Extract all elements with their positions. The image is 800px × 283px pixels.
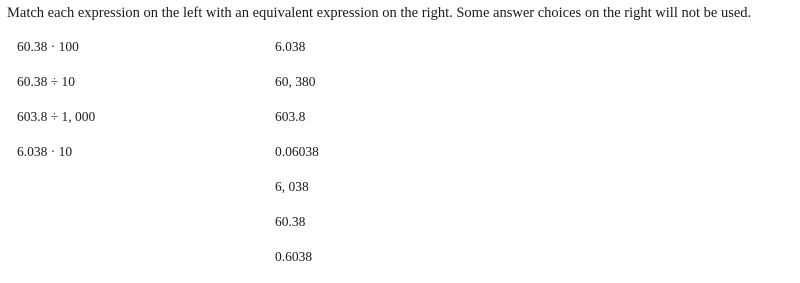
left-expression-list (17, 38, 95, 178)
right-choice-item[interactable]: 6, 038 (275, 179, 309, 194)
right-choice-item[interactable]: 603.8 (275, 109, 306, 124)
right-choice-item[interactable]: 6.038 (275, 39, 306, 54)
left-expression-item[interactable]: 60.38 · 100 (17, 39, 79, 54)
right-choice-item[interactable]: 60.38 (275, 214, 306, 229)
left-expression-item[interactable]: 603.8 ÷ 1, 000 (17, 109, 96, 124)
right-choice-item[interactable]: 0.6038 (275, 249, 313, 264)
right-choice-item[interactable]: 60, 380 (275, 74, 316, 89)
left-expression-item[interactable]: 60.38 ÷ 10 (17, 74, 76, 89)
question-instructions: Match each expression on the left with an equivalent expression on the right. Some answer choices on the right will not be used. (7, 5, 752, 21)
left-expression-item[interactable]: 6.038 · 10 (17, 144, 73, 159)
right-choice-item[interactable]: 0.06038 (275, 144, 319, 159)
right-choice-list (275, 38, 319, 283)
